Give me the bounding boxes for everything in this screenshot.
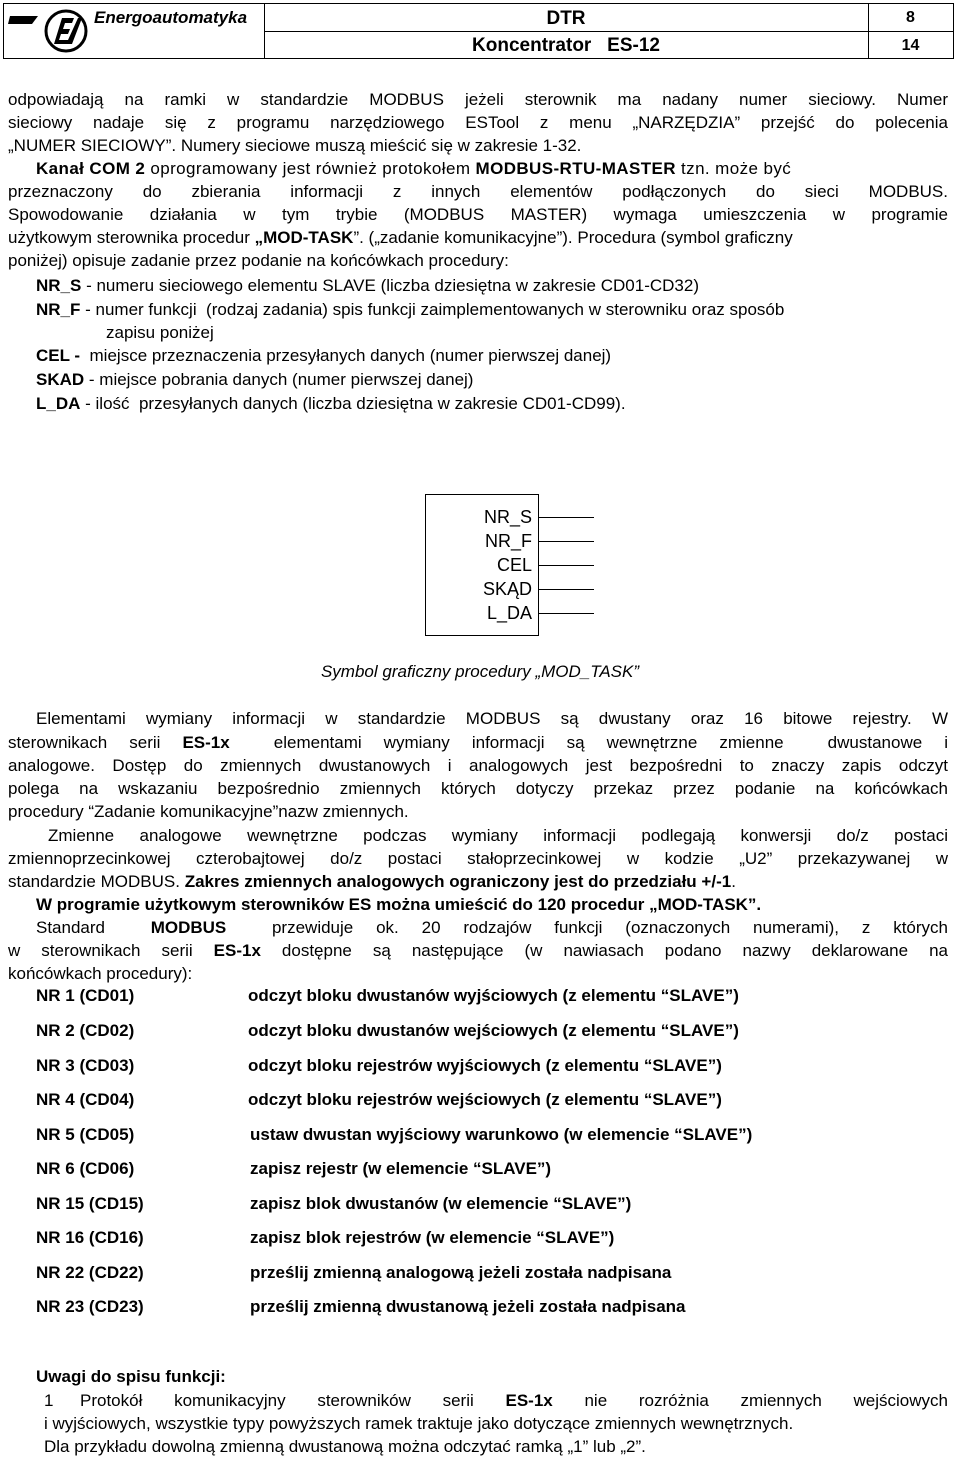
param-cel — [36, 344, 611, 367]
page-number-cell — [868, 4, 953, 58]
energoautomatyka-logo-icon — [8, 4, 98, 58]
para2-line-2-a: sterownikach serii — [8, 733, 183, 752]
param-key: NR_S — [36, 276, 82, 295]
function-code: NR 1 (CD01) — [36, 986, 135, 1005]
para1-line-3: „NUMER SIECIOWY”. Numery sieciowe muszą mieścić się w zakresie 1-32. — [8, 136, 582, 155]
page-header — [3, 3, 954, 59]
para1-line-7 — [8, 226, 793, 249]
param-skad — [36, 368, 473, 391]
function-code: NR 5 (CD05) — [36, 1125, 135, 1144]
param-desc: - miejsce pobrania danych (numer pierwszej danej) — [84, 370, 474, 389]
note-1 — [80, 1389, 948, 1412]
para2-line-10 — [36, 916, 948, 939]
pin-line — [539, 565, 594, 566]
para1-line-7-b: ”. („zadanie komunikacyjne”). Procedura (symbol graficzny — [353, 228, 793, 247]
param-desc: - ilość przesyłanych danych (liczba dziesiętna w zakresie CD01-CD99). — [80, 394, 626, 413]
pin-line — [539, 589, 594, 590]
document-title: DTR — [546, 8, 586, 29]
page-number-b: 14 — [901, 37, 920, 54]
para2-line-11-b: dostępne są następujące (w nawiasach podano nazwy deklarowane na — [260, 941, 948, 960]
pin-line — [539, 517, 594, 518]
company-logo-cell — [4, 4, 265, 58]
note-1-a: Protokół komunikacyjny sterowników serii — [80, 1391, 506, 1410]
note-2: i wyjściowych, wszystkie typy powyższych ramek traktuje jako dotyczące zmiennych wewnętrznych. — [44, 1414, 794, 1433]
header-divider — [264, 31, 868, 32]
note-number: 1 — [44, 1391, 54, 1410]
function-desc: prześlij zmienną dwustanową jeżeli została nadpisana — [250, 1297, 686, 1316]
pin-line — [539, 613, 594, 614]
function-code: NR 3 (CD03) — [36, 1056, 135, 1075]
pin-label: L_DA — [486, 603, 532, 623]
analog-range-note: Zakres zmiennych analogowych ograniczony jest do przedziału +/-1 — [184, 872, 732, 891]
para2-line-9: W programie użytkowym sterowników ES można umieścić do 120 procedur „MOD-TASK”. — [36, 895, 762, 914]
param-nr-s — [36, 274, 699, 297]
para2-line-10-b: przewiduje ok. 20 rodzajów funkcji (oznaczonych numerami), z których — [226, 918, 948, 937]
param-nr-f-cont: zapisu poniżej — [106, 323, 214, 342]
mod-task-symbol — [425, 494, 539, 636]
company-name: Energoautomatyka — [94, 8, 248, 27]
para2-line-1: Elementami wymiany informacji w standardzie MODBUS są dwustany oraz 16 bitowe rejestry. W — [36, 709, 948, 728]
pin-line — [539, 541, 594, 542]
function-code: NR 16 (CD16) — [36, 1228, 144, 1247]
notes-heading: Uwagi do spisu funkcji: — [36, 1367, 226, 1386]
function-code: NR 6 (CD06) — [36, 1159, 135, 1178]
function-code: NR 4 (CD04) — [36, 1090, 135, 1109]
function-desc: zapisz rejestr (w elemencie “SLAVE”) — [250, 1159, 552, 1178]
es1x-label: ES-1x — [182, 733, 230, 752]
note-1-b: nie rozróżnia zmiennych wejściowych — [552, 1391, 948, 1410]
function-desc: odczyt bloku rejestrów wyjściowych (z elementu “SLAVE”) — [248, 1056, 722, 1075]
para1-line-8: poniżej) opisuje zadanie przez podanie na końcówkach procedury: — [8, 251, 509, 270]
para1-line-4-mid: oprogramowany jest również protokołem — [145, 159, 476, 178]
para2-line-6: Zmienne analogowe wewnętrzne podczas wymiany informacji podlegają konwersji do/z postaci — [48, 826, 948, 845]
para2-line-3: analogowe. Dostęp do zmiennych dwustanowych i analogowych jest bezpośredni to znaczy zapis odczyt — [8, 756, 948, 775]
function-desc: odczyt bloku dwustanów wyjściowych (z elementu “SLAVE”) — [248, 986, 739, 1005]
function-code: NR 2 (CD02) — [36, 1021, 135, 1040]
para2-line-7: zmiennoprzecinkowej czterobajtowej do/z postaci stałoprzecinkowej w kodzie „U2” przekazywanej w — [8, 849, 948, 868]
param-key: SKAD — [36, 370, 85, 389]
function-desc: odczyt bloku rejestrów wejściowych (z elementu “SLAVE”) — [248, 1090, 722, 1109]
pin-label: NR_S — [483, 507, 532, 527]
para1-line-7-a: użytkowym sterownika procedur — [8, 228, 255, 247]
function-desc: prześlij zmienną analogową jeżeli została nadpisana — [250, 1263, 672, 1282]
para2-line-11 — [8, 939, 948, 962]
page-number-divider — [868, 31, 953, 32]
param-key: L_DA — [36, 394, 81, 413]
pin-label: CEL — [496, 555, 532, 575]
para1-line-6: Spowodowanie działania w tym trybie (MODBUS MASTER) wymaga umieszczenia w programie — [8, 205, 948, 224]
function-desc: odczyt bloku dwustanów wejściowych (z elementu “SLAVE”) — [248, 1021, 739, 1040]
pin-label: SKĄD — [482, 579, 532, 599]
es1x-label: ES-1x — [213, 941, 261, 960]
page-number-a: 8 — [906, 9, 915, 26]
para1-line-2: sieciowy nadaje się z programu narzędziowego ESTool z menu „NARZĘDZIA” przejść do polecenia — [8, 113, 948, 132]
para2-line-11-a: w sterownikach serii — [8, 941, 214, 960]
function-code: NR 23 (CD23) — [36, 1297, 144, 1316]
para2-line-8 — [8, 870, 736, 893]
param-key: NR_F — [36, 300, 81, 319]
function-code: NR 22 (CD22) — [36, 1263, 144, 1282]
para1-line-4-end: tzn. może być — [675, 159, 792, 178]
param-key: CEL - — [36, 346, 81, 365]
para2-line-5: procedury “Zadanie komunikacyjne”nazw zmiennych. — [8, 802, 409, 821]
function-code: NR 15 (CD15) — [36, 1194, 144, 1213]
para1-line-1: odpowiadają na ramki w standardzie MODBUS jeżeli sterownik ma nadany numer sieciowy. Numer — [8, 90, 948, 109]
para2-line-2-b: elementami wymiany informacji są wewnętrzne zmienne dwustanowe i — [229, 733, 948, 752]
com2-label: Kanał COM 2 — [36, 159, 146, 178]
mod-task-label: „MOD-TASK — [254, 228, 354, 247]
param-nr-f — [36, 298, 784, 321]
modbus-master-label: MODBUS-RTU-MASTER — [475, 159, 676, 178]
document-subtitle: Koncentrator ES-12 — [472, 35, 660, 56]
note-3: Dla przykładu dowolną zmienną dwustanową można odczytać ramką „1” lub „2”. — [44, 1437, 646, 1456]
para1-line-4 — [36, 157, 791, 180]
modbus-label: MODBUS — [150, 918, 227, 937]
function-desc: ustaw dwustan wyjściowy warunkowo (w elemencie “SLAVE”) — [250, 1125, 753, 1144]
function-desc: zapisz blok dwustanów (w elemencie “SLAVE”) — [250, 1194, 632, 1213]
para2-line-12: końcówkach procedury): — [8, 964, 193, 983]
es1x-label: ES-1x — [505, 1391, 553, 1410]
para2-line-4: polega na wskazaniu bezpośrednio zmiennych których dotyczy przekaz przez podanie na końcówkach — [8, 779, 948, 798]
pin-label: NR_F — [484, 531, 532, 551]
param-l-da — [36, 392, 626, 415]
param-desc: - numeru sieciowego elementu SLAVE (liczba dziesiętna w zakresie CD01-CD32) — [81, 276, 699, 295]
para2-line-8-b: . — [731, 872, 736, 891]
title-cell — [264, 4, 869, 58]
para2-line-10-a: Standard — [36, 918, 151, 937]
para1-line-5: przeznaczony do zbierania informacji z innych elementów podłączonych do sieci MODBUS. — [8, 182, 948, 201]
function-desc: zapisz blok rejestrów (w elemencie “SLAVE”) — [250, 1228, 615, 1247]
param-desc: - numer funkcji (rodzaj zadania) spis funkcji zaimplementowanych w sterowniku oraz sposób — [80, 300, 785, 319]
symbol-caption: Symbol graficzny procedury „MOD_TASK” — [320, 662, 640, 681]
para2-line-8-a: standardzie MODBUS. — [8, 872, 185, 891]
param-desc: miejsce przeznaczenia przesyłanych danych (numer pierwszej danej) — [80, 346, 612, 365]
para2-line-2 — [8, 731, 948, 754]
